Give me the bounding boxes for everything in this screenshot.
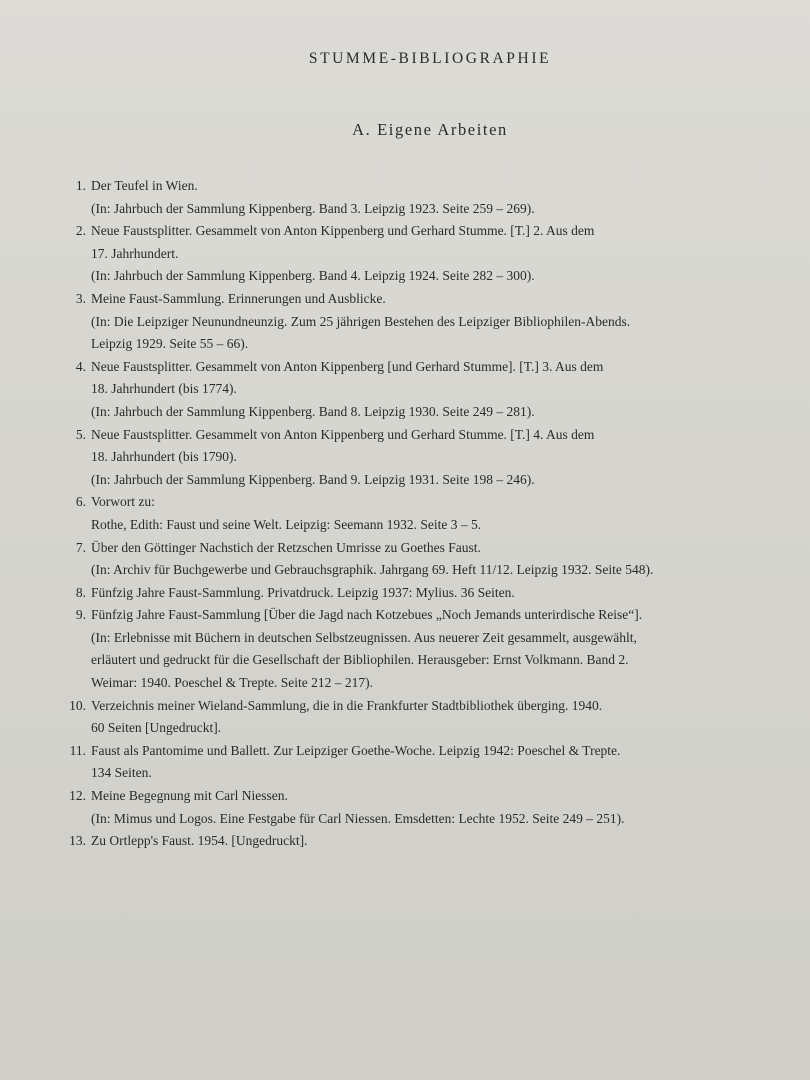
bibliography-entry [62,491,810,536]
bibliography-entry [62,220,810,288]
entry-number: 9. [75,607,86,623]
bibliography-entry [62,582,810,605]
entry-line: Verzeichnis meiner Wieland-Sammlung, die in die Frankfurter Stadtbibliothek überging. 1940. [91,697,603,713]
entry-line: 60 Seiten [Ungedruckt]. [91,720,222,736]
bibliography-entry [62,785,810,830]
entry-number: 13. [69,833,86,849]
entry-line: (In: Archiv für Buchgewerbe und Gebrauchsgraphik. Jahrgang 69. Heft 11/12. Leipzig 1932. Seite 548). [91,562,654,578]
entry-line: (In: Jahrbuch der Sammlung Kippenberg. Band 3. Leipzig 1923. Seite 259 – 269). [91,200,535,216]
entry-line: Neue Faustsplitter. Gesammelt von Anton Kippenberg und Gerhard Stumme. [T.] 2. Aus dem [91,223,595,239]
entry-line: 18. Jahrhundert (bis 1774). [91,381,237,397]
bibliography-entry [62,830,810,853]
entry-line: (In: Mimus und Logos. Eine Festgabe für Carl Niessen. Emsdetten: Lechte 1952. Seite 249 – 251). [91,810,625,826]
entry-line: 17. Jahrhundert. [91,245,179,261]
entry-line: Fünfzig Jahre Faust-Sammlung [Über die Jagd nach Kotzebues „Noch Jemands unterirdische Reise“]. [91,607,643,623]
entry-line: (In: Jahrbuch der Sammlung Kippenberg. Band 9. Leipzig 1931. Seite 198 – 246). [91,471,535,487]
entry-line: 18. Jahrhundert (bis 1790). [91,449,237,465]
entry-line: (In: Jahrbuch der Sammlung Kippenberg. Band 4. Leipzig 1924. Seite 282 – 300). [91,268,535,284]
entry-line: (In: Die Leipziger Neunundneunzig. Zum 25 jährigen Bestehen des Leipziger Bibliophilen-Abends. [91,313,631,329]
entry-number: 3. [75,290,86,306]
entry-line: (In: Jahrbuch der Sammlung Kippenberg. Band 8. Leipzig 1930. Seite 249 – 281). [91,403,535,419]
entry-number: 7. [75,539,86,555]
page-title: STUMME-BIBLIOGRAPHIE [308,50,552,67]
entry-line: Neue Faustsplitter. Gesammelt von Anton Kippenberg und Gerhard Stumme. [T.] 4. Aus dem [91,426,595,442]
section-heading: A. Eigene Arbeiten [352,120,508,139]
entry-number: 6. [75,494,86,510]
entry-line: Leipzig 1929. Seite 55 – 66). [91,336,249,352]
entry-line: erläutert und gedruckt für die Gesellschaft der Bibliophilen. Herausgeber: Ernst Volkmann. Band 2. [91,652,629,668]
bibliography-entry [62,356,810,424]
bibliography-entry [62,604,810,694]
entry-line: Weimar: 1940. Poeschel & Trepte. Seite 212 – 217). [91,675,374,691]
entry-number: 2. [75,223,86,239]
bibliography-entry [62,537,810,582]
entry-number: 12. [69,788,86,804]
entry-number: 8. [75,584,86,600]
bibliography-entry [62,288,810,356]
entry-line: Rothe, Edith: Faust und seine Welt. Leipzig: Seemann 1932. Seite 3 – 5. [91,516,482,532]
entry-number: 10. [69,697,86,713]
bibliography-entry [62,740,810,785]
entry-line: Vorwort zu: [91,494,155,510]
entry-line: 134 Seiten. [91,765,152,781]
entry-number: 5. [75,426,86,442]
bibliography-entry [62,695,810,740]
entry-line: Zu Ortlepp's Faust. 1954. [Ungedruckt]. [91,833,308,849]
entry-number: 4. [75,358,86,374]
bibliography-entry [62,175,810,220]
entry-line: Faust als Pantomime und Ballett. Zur Leipziger Goethe-Woche. Leipzig 1942: Poeschel & Trepte. [91,742,621,758]
entry-line: Meine Faust-Sammlung. Erinnerungen und Ausblicke. [91,290,386,306]
entry-line: Meine Begegnung mit Carl Niessen. [91,788,288,804]
bibliography-entry [62,424,810,492]
entry-line: Der Teufel in Wien. [91,178,198,193]
bibliography-list [62,175,810,853]
entry-line: Über den Göttinger Nachstich der Retzschen Umrisse zu Goethes Faust. [91,539,481,555]
entry-line: Neue Faustsplitter. Gesammelt von Anton Kippenberg [und Gerhard Stumme]. [T.] 3. Aus dem [91,358,604,374]
entry-number: 11. [69,742,86,758]
entry-line: (In: Erlebnisse mit Büchern in deutschen Selbstzeugnissen. Aus neuerer Zeit gesammelt, ausgewählt, [91,629,637,645]
entry-line: Fünfzig Jahre Faust-Sammlung. Privatdruck. Leipzig 1937: Mylius. 36 Seiten. [91,584,515,600]
entry-number: 1. [75,178,86,193]
